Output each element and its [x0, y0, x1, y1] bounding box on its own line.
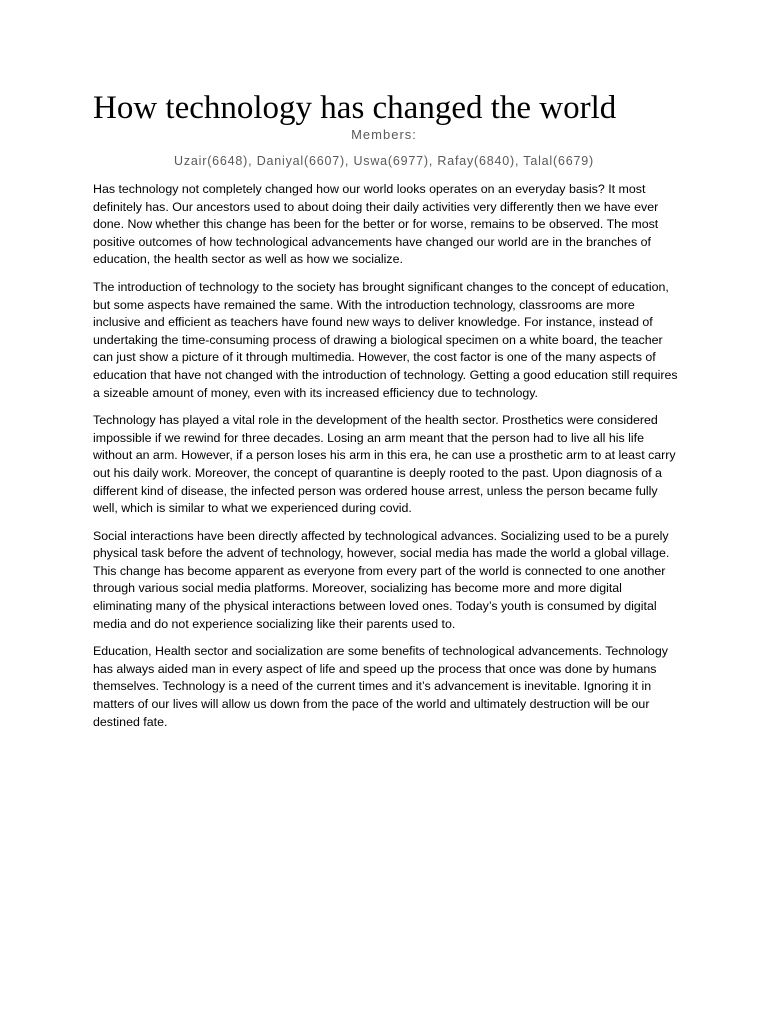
- paragraph-intro: Has technology not completely changed how our world looks operates on an everyday basis? It most definitely has. Our ancestors used to about doing their daily activities very differently then we have ever done. Now whether this change has been for the better or for worse, remains to be observed. The most positive outcomes of how technological advancements have changed our world are in the branches of education, the health sector as well as how we socialize.: [93, 182, 659, 267]
- paragraph-social: Social interactions have been directly affected by technological advances. Socializing used to be a purely physical task before the advent of technology, however, social media has made the world a global village. This change has become apparent as everyone from every part of the world is connected to one another through various social media platforms. Moreover, socializing has become more and more digital eliminating many of the physical interactions between loved ones. Today’s youth is consumed by digital media and do not experience socializing like their parents used to.: [93, 528, 670, 631]
- paragraph-conclusion: Education, Health sector and socialization are some benefits of technological advancements. Technology has always aided man in every aspect of life and speed up the process that once was done by humans themselves. Technology is a need of the current times and it’s advancement is inevitable. Ignoring it in matters of our lives will allow us down from the pace of the world and ultimately destruction will be our destined fate.: [93, 644, 668, 729]
- document-body: [93, 181, 678, 741]
- members-label: Members:: [351, 127, 417, 142]
- document-title: How technology has changed the world: [93, 90, 617, 126]
- members-list: Uzair(6648), Daniyal(6607), Uswa(6977), Rafay(6840), Talal(6679): [174, 154, 594, 168]
- paragraph-health: Technology has played a vital role in the development of the health sector. Prosthetics were considered impossible if we rewind for three decades. Losing an arm meant that the person had to live all his life without an arm. However, if a person loses his arm in this era, he can use a prosthetic arm to at least carry out his daily work. Moreover, the concept of quarantine is deeply rooted to the past. Upon diagnosis of a different kind of disease, the infected person was ordered house arrest, unless the person became fully well, which is similar to what we experienced during covid.: [93, 413, 676, 516]
- paragraph-education: The introduction of technology to the society has brought significant changes to the concept of education, but some aspects have remained the same. With the introduction technology, classrooms are more inclusive and efficient as teachers have found new ways to deliver knowledge. For instance, instead of undertaking the time-consuming process of drawing a biological specimen on a white board, the teacher can just show a picture of it through multimedia. However, the cost factor is one of the many aspects of education that have not changed with the introduction of technology. Getting a good education still requires a sizeable amount of money, even with its increased efficiency due to technology.: [93, 279, 678, 400]
